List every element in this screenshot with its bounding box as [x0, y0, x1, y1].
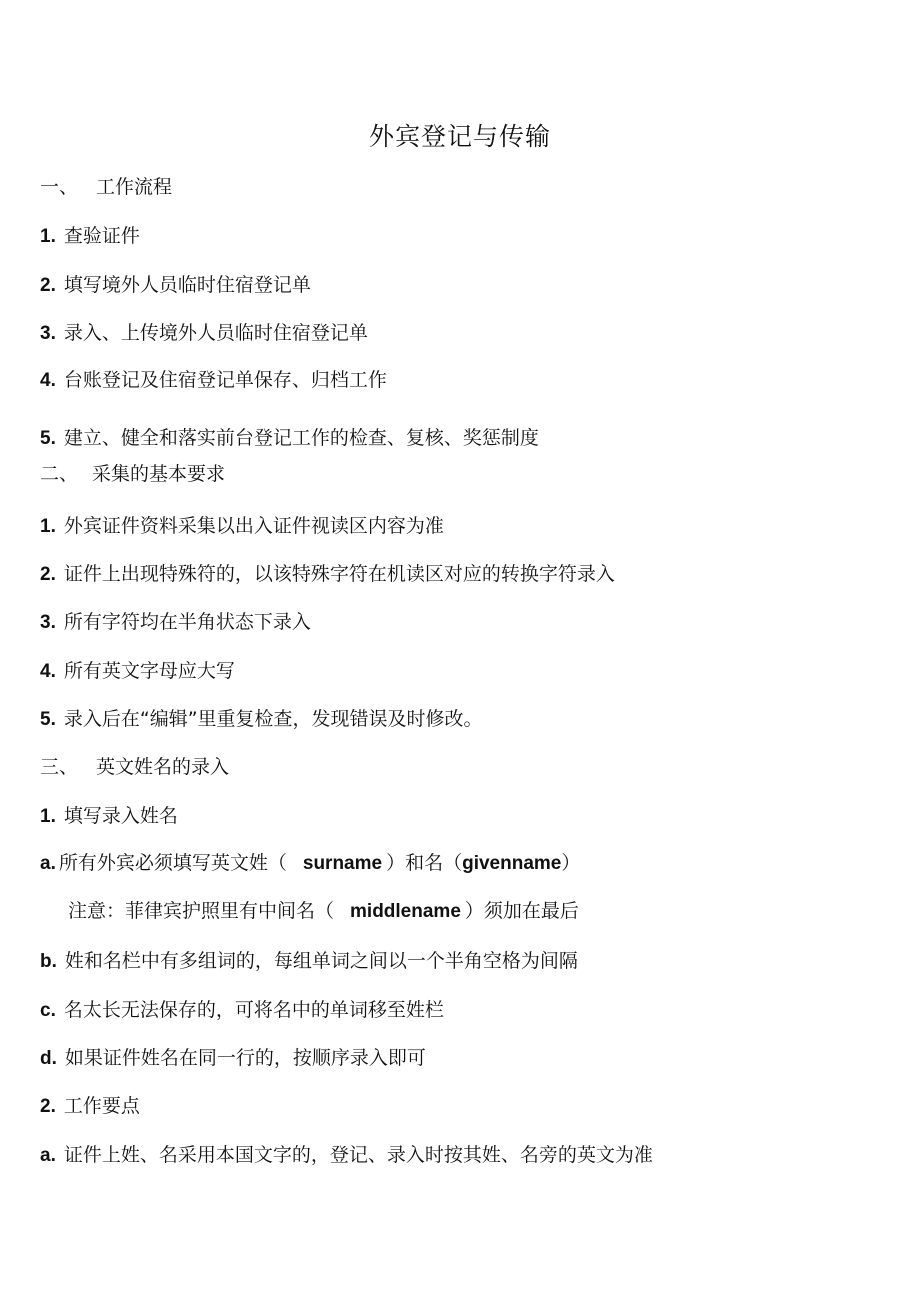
- item-number: 2.: [40, 564, 56, 585]
- section-heading-requirements: [40, 461, 225, 487]
- page-title: 外宾登记与传输: [368, 122, 551, 151]
- item-text: 查验证件: [63, 225, 140, 247]
- item-text: 填写境外人员临时住宿登记单: [63, 274, 311, 296]
- item-marker: a.: [40, 1145, 56, 1166]
- item-number: 4.: [40, 370, 56, 391]
- note-text: ）须加在最后: [464, 900, 579, 922]
- list-item: [40, 425, 539, 452]
- item-number: 4.: [40, 661, 56, 682]
- item-number: 5.: [40, 428, 56, 449]
- item-number: 2.: [40, 1096, 56, 1117]
- item-text: 外宾证件资料采集以出入证件视读区内容为准: [63, 515, 444, 537]
- list-item: [40, 609, 311, 636]
- item-marker: d.: [40, 1048, 57, 1069]
- item-text: 姓和名栏中有多组词的，每组单词之间以一个半角空格为间隔: [64, 950, 578, 972]
- item-text: 建立、健全和落实前台登记工作的检查、复核、奖惩制度: [63, 427, 539, 449]
- item-number: 1.: [40, 226, 56, 247]
- item-text: 所有字符均在半角状态下录入: [63, 611, 311, 633]
- item-text: 录入、上传境外人员临时住宿登记单: [63, 322, 368, 344]
- item-number: 3.: [40, 323, 56, 344]
- list-item: [40, 320, 368, 347]
- item-text: 所有外宾必须填写英文姓（: [58, 852, 287, 874]
- note-line: [68, 898, 579, 925]
- section-number: 二、: [40, 463, 79, 485]
- item-text: 证件上出现特殊符的，以该特殊字符在机读区对应的转换字符录入: [63, 563, 615, 585]
- item-number: 1.: [40, 516, 56, 537]
- term-givenname: givenname: [462, 853, 562, 874]
- section-title: 采集的基本要求: [92, 463, 226, 485]
- item-text: 填写录入姓名: [63, 805, 178, 827]
- section-number: 三、: [40, 756, 79, 778]
- list-item: [40, 223, 140, 250]
- section-title: 工作流程: [96, 176, 173, 198]
- list-item: [40, 706, 483, 733]
- item-number: 5.: [40, 709, 56, 730]
- item-text: 台账登记及住宿登记单保存、归档工作: [63, 369, 387, 391]
- list-item: [40, 367, 387, 394]
- term-surname: surname: [302, 853, 383, 874]
- section-title: 英文姓名的录入: [96, 756, 230, 778]
- item-number: 3.: [40, 612, 56, 633]
- item-text: 所有英文字母应大写: [63, 660, 235, 682]
- term-middlename: middlename: [350, 901, 461, 922]
- item-marker: b.: [40, 951, 57, 972]
- item-marker: c.: [40, 1000, 56, 1021]
- item-marker: a.: [40, 853, 56, 874]
- item-text: 工作要点: [63, 1095, 140, 1117]
- subsection-heading: [40, 1093, 140, 1120]
- item-number: 1.: [40, 806, 56, 827]
- section-heading-workflow: [40, 174, 172, 200]
- section-number: 一、: [40, 176, 79, 198]
- item-text: 名太长无法保存的，可将名中的单词移至姓栏: [63, 999, 444, 1021]
- list-item: [40, 997, 444, 1024]
- list-item: [40, 272, 311, 299]
- subsection-heading: [40, 803, 178, 830]
- section-heading-english-names: [40, 754, 229, 780]
- item-number: 2.: [40, 275, 56, 296]
- item-text: 证件上姓、名采用本国文字的，登记、录入时按其姓、名旁的英文为准: [63, 1144, 653, 1166]
- item-text: ）: [561, 852, 581, 874]
- list-item: [40, 850, 580, 877]
- note-text: 注意：菲律宾护照里有中间名（: [68, 900, 335, 922]
- list-item: [40, 658, 235, 685]
- list-item: [40, 1142, 653, 1169]
- item-text: 录入后在“编辑”里重复检查，发现错误及时修改。: [63, 708, 483, 730]
- list-item: [40, 513, 444, 540]
- item-text: ）和名（: [386, 852, 463, 874]
- list-item: [40, 1045, 426, 1072]
- item-text: 如果证件姓名在同一行的，按顺序录入即可: [64, 1047, 426, 1069]
- list-item: [40, 948, 578, 975]
- list-item: [40, 561, 615, 588]
